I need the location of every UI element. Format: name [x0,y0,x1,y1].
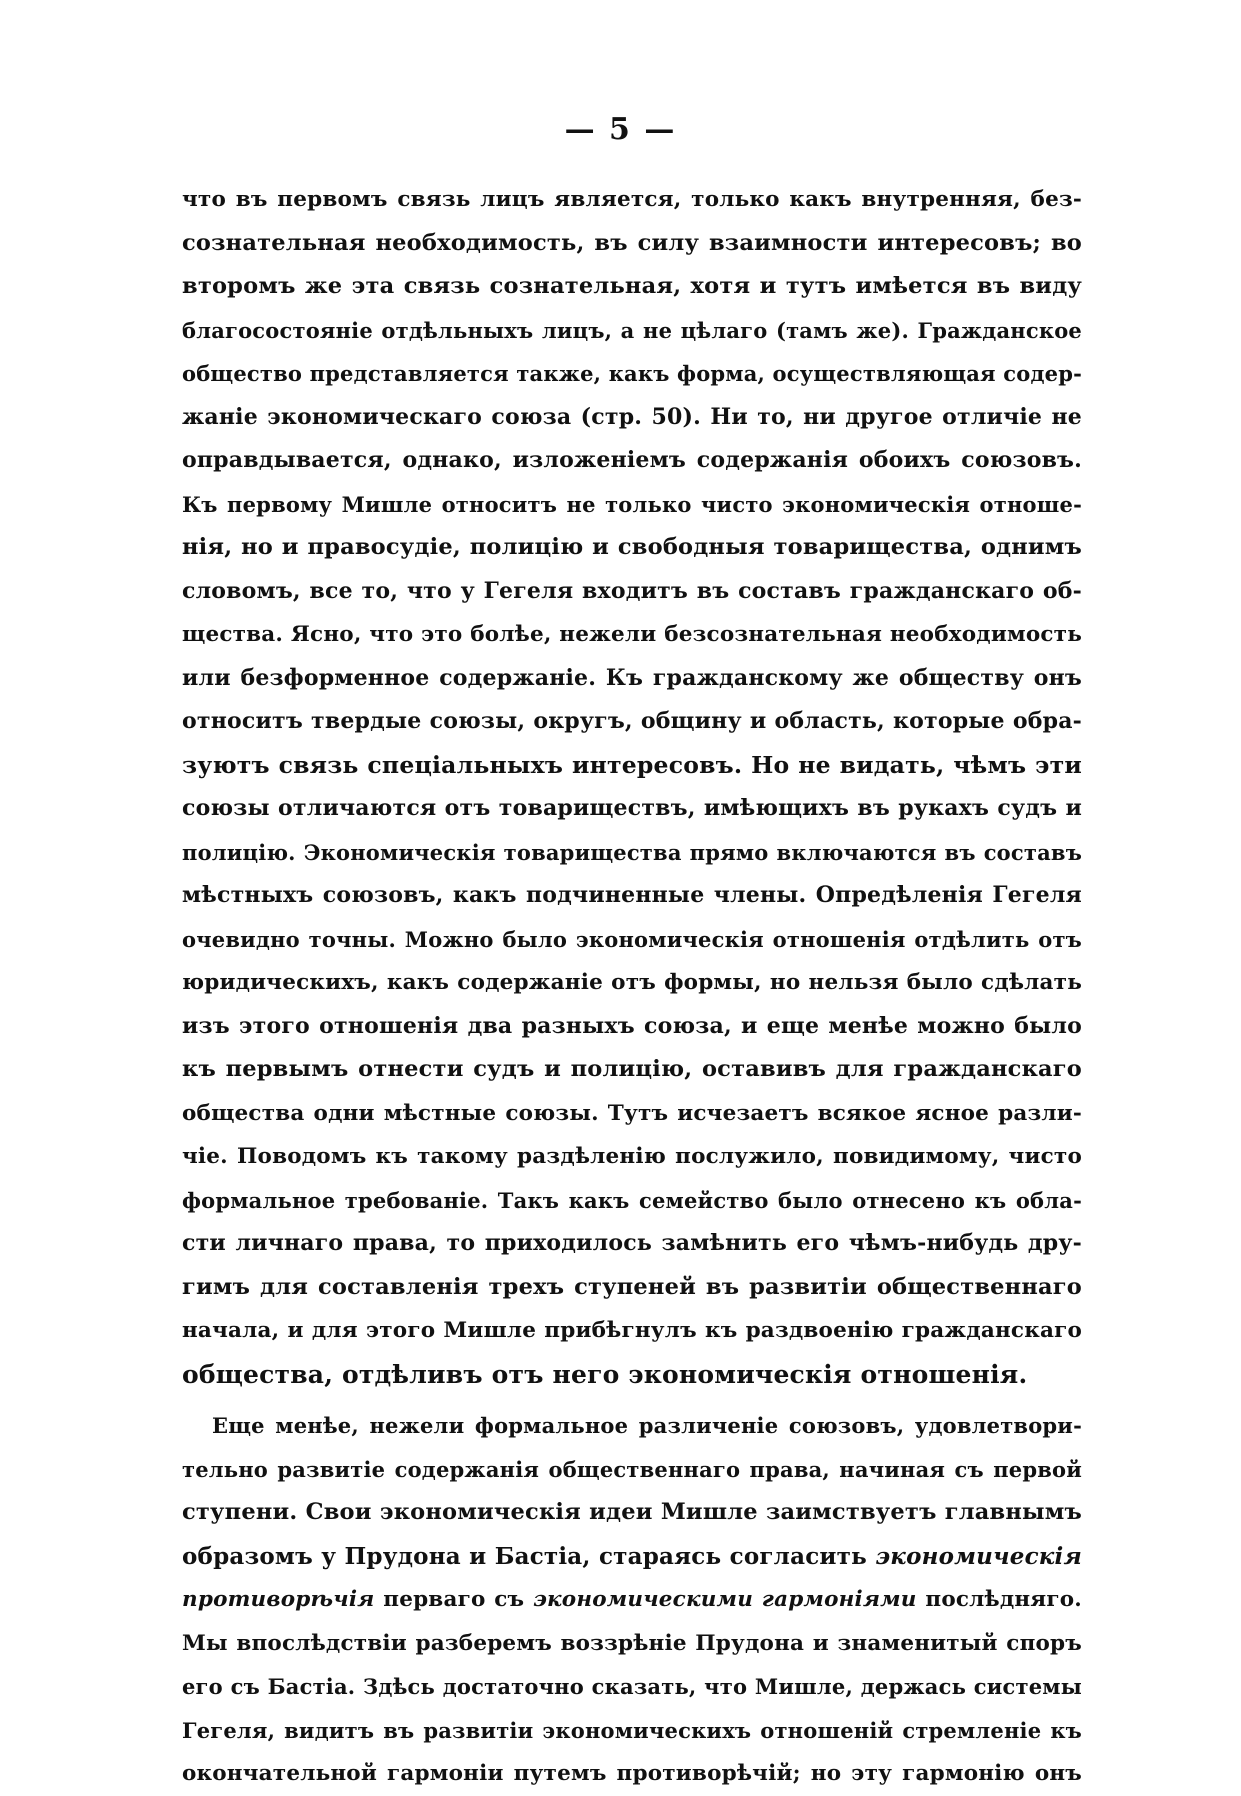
italic-term: экономическими гармоніями [532,1587,917,1612]
text-line: оправдывается, однако, изложеніемъ содержанія обоихъ союзовъ. [182,447,1082,473]
text-line: юридическихъ, какъ содержаніе отъ формы, но нельзя было сдѣлать [182,970,1082,995]
text-line: тельно развитіе содержанія общественнаго права, начиная съ первой [182,1456,1082,1482]
text-line: Къ первому Мишле относитъ не только чисто экономическія отноше- [182,491,1082,517]
paragraph-2 [182,1404,1082,1796]
text-line: нія, но и правосудіе, полицію и свободныя товарищества, однимъ [182,534,1082,560]
text-segment: послѣдняго. [916,1587,1082,1612]
text-line: благосостояніе отдѣльныхъ лицъ, а не цѣлаго (тамъ же). Гражданское [182,317,1082,343]
text-line: относитъ твердые союзы, округъ, общину и область, которые обра- [182,708,1082,734]
text-line: изъ этого отношенія два разныхъ союза, и еще менѣе можно было [182,1012,1082,1039]
text-line: зуютъ связь спеціальныхъ интересовъ. Но не видать, чѣмъ эти [182,750,1082,779]
text-line: общества одни мѣстные союзы. Тутъ исчезаетъ всякое ясное разли- [182,1100,1082,1126]
text-line: сти личнаго права, то приходилось замѣнить его чѣмъ-нибудь дру- [182,1230,1082,1256]
text-line: щества. Ясно, что это болѣе, нежели безсознательная необходимость [182,622,1082,647]
text-line: жаніе экономическаго союза (стр. 50). Ни то, ни другое отличіе не [182,403,1082,430]
page-number: — 5 — [564,112,677,147]
text-line: Гегеля, видитъ въ развитіи экономическихъ отношеній стремленіе къ [182,1717,1082,1743]
text-line: его съ Бастіа. Здѣсь достаточно сказать, что Мишле, держась системы [182,1674,1082,1699]
text-line: окончательной гармоніи путемъ противорѣчій; но эту гармонію онъ [182,1761,1082,1786]
text-line-mixed [182,1578,1082,1622]
text-line: общества, отдѣливъ отъ него экономическія отношенія. [182,1359,1028,1389]
text-segment: перваго съ [374,1587,533,1612]
italic-term: противорѣчія [182,1587,375,1612]
text-line: очевидно точны. Можно было экономическія отношенія отдѣлить отъ [182,926,1082,952]
body-text [182,178,1082,1796]
text-line: къ первымъ отнести судъ и полицію, оставивъ для гражданскаго [182,1056,1082,1082]
text-line: второмъ же эта связь сознательная, хотя и тутъ имѣется въ виду [182,273,1082,299]
text-line: формальное требованіе. Такъ какъ семейство было отнесено къ обла- [182,1187,1082,1213]
text-line: Еще менѣе, нежели формальное различеніе союзовъ, удовлетвори- [212,1413,1082,1438]
italic-term: экономическія [875,1542,1082,1570]
text-line: словомъ, все то, что у Гегеля входитъ въ составъ гражданскаго об- [182,577,1082,604]
text-line: что въ первомъ связь лицъ является, только какъ внутренняя, без- [182,187,1082,212]
text-line: сознательная необходимость, въ силу взаимности интересовъ; во [182,229,1082,256]
text-line: Мы впослѣдствіи разберемъ воззрѣніе Прудона и знаменитый споръ [182,1630,1082,1656]
text-line: или безформенное содержаніе. Къ гражданскому же обществу онъ [182,664,1082,691]
text-line: гимъ для составленія трехъ ступеней въ развитіи общественнаго [182,1273,1082,1300]
text-segment: образомъ у Прудона и Бастіа, стараясь согласить [182,1542,876,1570]
text-line: мѣстныхъ союзовъ, какъ подчиненные члены. Опредѣленія Гегеля [182,882,1082,908]
text-line-mixed [182,1535,1082,1579]
text-line: начала, и для этого Мишле прибѣгнулъ къ раздвоенію гражданскаго [182,1318,1082,1343]
text-line: полицію. Экономическія товарищества прямо включаются въ составъ [182,839,1082,865]
text-line: союзы отличаются отъ товариществъ, имѣющихъ въ рукахъ судъ и [182,795,1082,821]
paragraph-1 [182,178,1082,1396]
text-line: чіе. Поводомъ къ такому раздѣленію послужило, повидимому, чисто [182,1144,1082,1169]
text-line: ступени. Свои экономическія идеи Мишле заимствуетъ главнымъ [182,1499,1082,1525]
paragraph-gap [182,1396,1082,1404]
text-line: общество представляется также, какъ форма, осуществляющая содер- [182,361,1083,386]
